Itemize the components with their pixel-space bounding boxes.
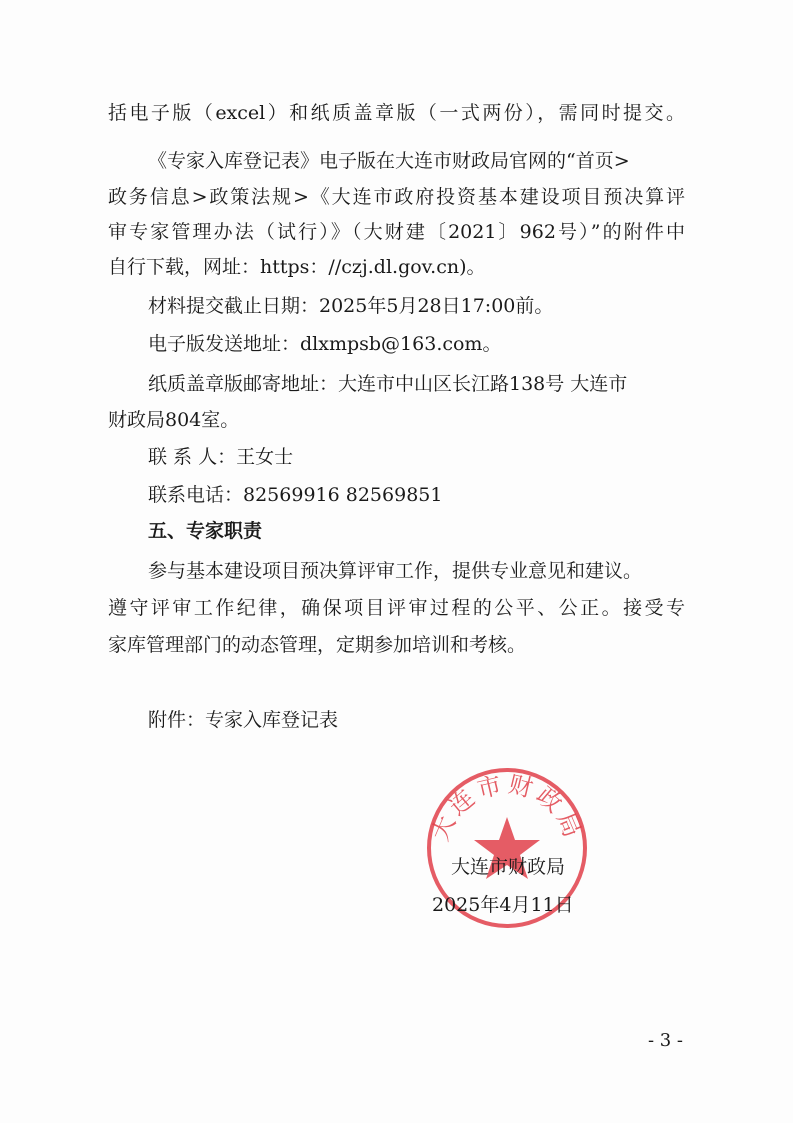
duties-line-1: 参与基本建设项目预决算评审工作，提供专业意见和建议。: [148, 560, 643, 582]
mail-address-line: 纸质盖章版邮寄地址：大连市中山区长江路138号 大连市: [148, 373, 628, 395]
page-number: - 3 -: [647, 1030, 683, 1051]
deadline-line: 材料提交截止日期：2025年5月28日17:00前。: [148, 295, 554, 317]
email-line: 电子版发送地址：dlxmpsb@163.com。: [148, 333, 502, 355]
seal-arc-text: 大连市财政局: [426, 770, 588, 845]
body-line-3: 政务信息>政策法规>《大连市政府投资基本建设项目预决算评: [108, 186, 685, 208]
duties-line-3: 家库管理部门的动态管理，定期参加培训和考核。: [108, 634, 527, 656]
body-line-5: 自行下载，网址：https：//czj.dl.gov.cn)。: [108, 256, 486, 278]
contact-person-line: 联 系 人：王女士: [148, 446, 294, 468]
body-line-4: 审专家管理办法（试行）》（大财建〔2021〕962号）”的附件中: [108, 221, 685, 243]
contact-phone-line: 联系电话：82569916 82569851: [148, 484, 443, 506]
mail-address-line-2: 财政局804室。: [108, 409, 240, 431]
body-line-1: 括电子版（excel）和纸质盖章版（一式两份），需同时提交。: [108, 102, 685, 124]
body-line-2: 《专家入库登记表》电子版在大连市财政局官网的“首页>: [148, 150, 630, 172]
section-heading: 五、专家职责: [148, 520, 263, 542]
signature-org: 大连市财政局: [451, 856, 566, 878]
duties-line-2: 遵守评审工作纪律，确保项目评审过程的公平、公正。接受专: [108, 597, 685, 619]
signature-date: 2025年4月11日: [432, 894, 574, 916]
attachment-line: 附件：专家入库登记表: [148, 709, 339, 731]
